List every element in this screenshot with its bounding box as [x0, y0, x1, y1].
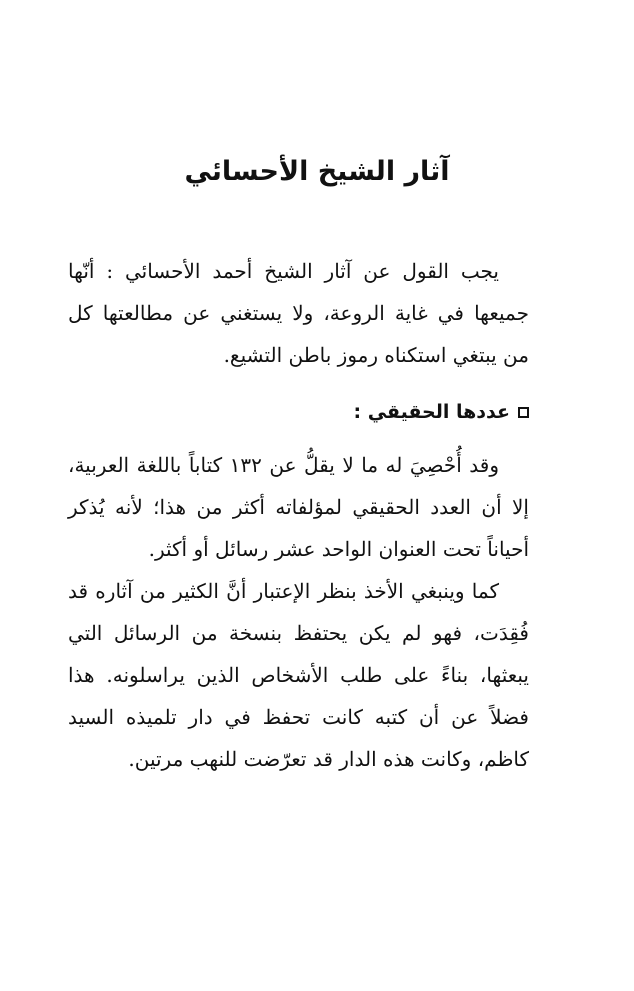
paragraph: كما وينبغي الأخذ بنظر الإعتبار أنَّ الكثير من آثاره قد فُقِدَت، فهو لم يكن يحتفظ بنسخة من الرسائل التي يبعثها، بناءً على طلب الأشخاص الذين يراسلونه. هذا فضلاً عن أن كتبه كانت تحفظ في دار تلميذه السيد كاظم، وكانت هذه الدار قد تعرّضت للنهب مرتين. [68, 579, 529, 771]
page-title: آثار الشيخ الأحسائي [184, 156, 450, 187]
square-bullet-icon [518, 407, 529, 418]
section-heading-text: عددها الحقيقي : [353, 401, 510, 423]
paragraph: وقد أُحْصِيَ له ما لا يقلُّ عن ١٣٢ كتاباً باللغة العربية، إلا أن العدد الحقيقي لمؤلفاته أكثر من هذا؛ لأنه يُذكر أحياناً تحت العنوان الواحد عشر رسائل أو أكثر. [68, 453, 529, 561]
intro-paragraph: يجب القول عن آثار الشيخ أحمد الأحسائي : أنّها جميعها في غاية الروعة، ولا يستغني عن مطالعتها كل من يبتغي استكناه رموز باطن التشيع. [68, 259, 529, 367]
section-heading [353, 397, 529, 427]
section-body [68, 444, 529, 780]
